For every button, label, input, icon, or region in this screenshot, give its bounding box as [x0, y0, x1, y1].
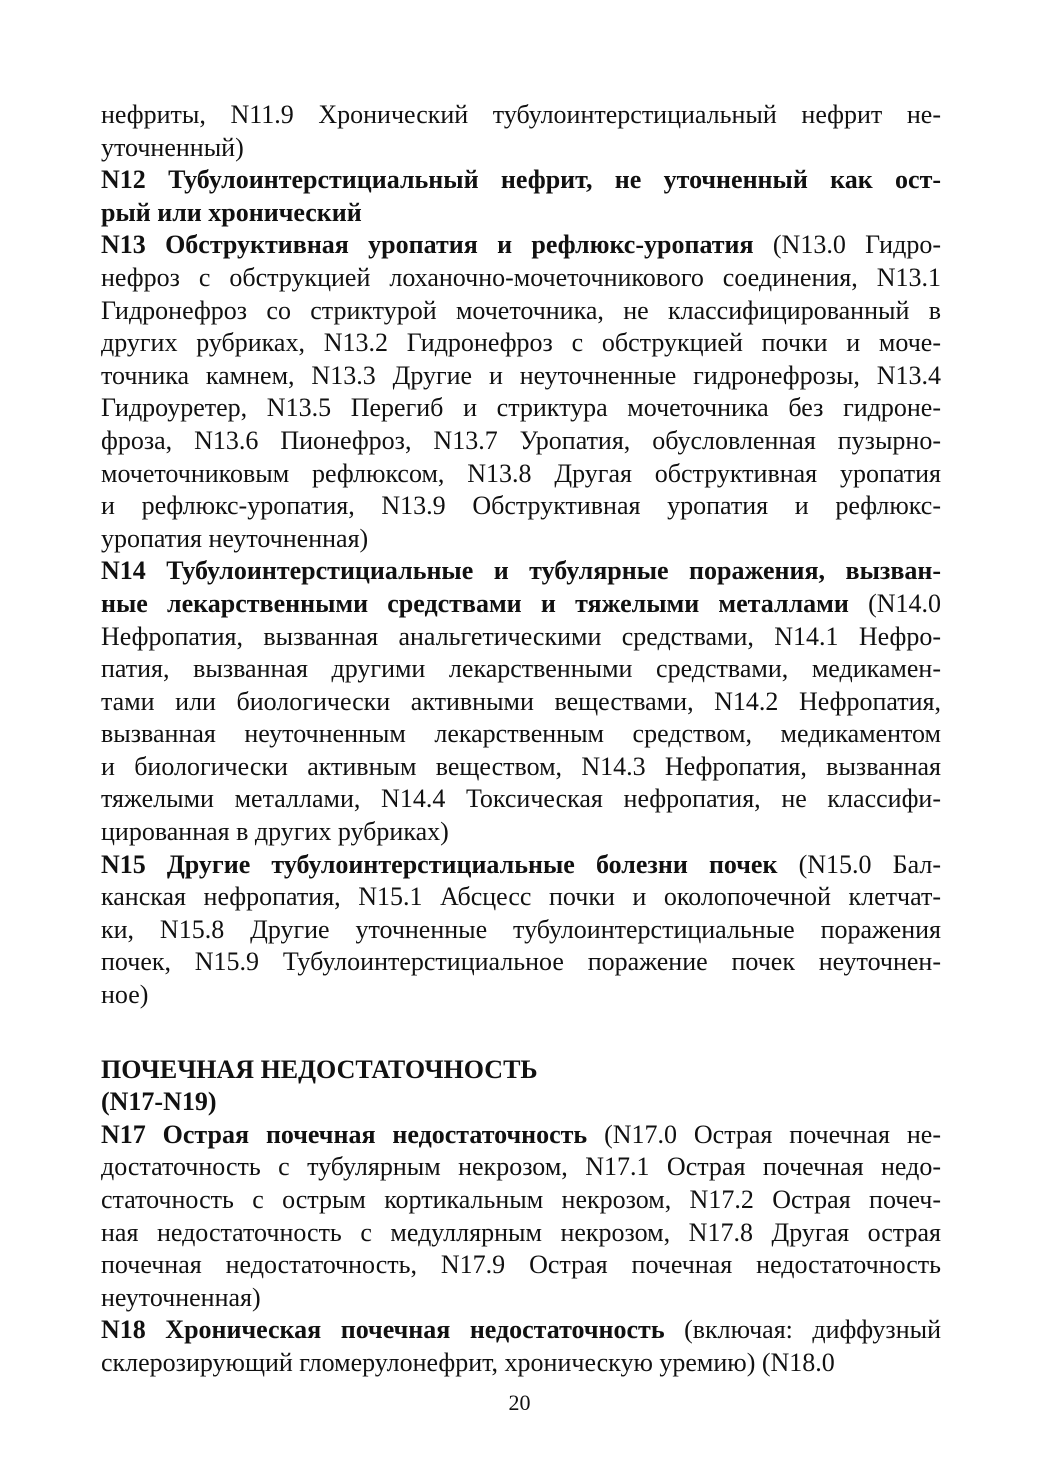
text-run: ки, N15.8 Другие уточненные тубулоинтерстициальные поражения	[101, 914, 941, 944]
text-run: нефроз с обструкцией лоханочно-мочеточникового соединения, N13.1	[101, 262, 941, 292]
text-run: фроза, N13.6 Пионефроз, N13.7 Уропатия, обусловленная пузырно-	[101, 425, 941, 455]
text-line	[101, 555, 941, 588]
text-run: и биологически активным веществом, N14.3 Нефропатия, вызванная	[101, 751, 941, 781]
text-line	[101, 523, 941, 556]
paragraph	[101, 1119, 941, 1315]
text-run: (N15.0 Бал-	[777, 849, 942, 879]
bold-term: ные лекарственными средствами и тяжелыми металлами	[101, 588, 849, 618]
text-line	[101, 1314, 941, 1347]
section-heading	[101, 1054, 941, 1119]
paragraph	[101, 99, 941, 164]
text-line	[101, 1217, 941, 1250]
text-run: нефриты, N11.9 Хронический тубулоинтерстициальный нефрит не-	[101, 100, 941, 129]
bold-term: N14 Тубулоинтерстициальные и тубулярные поражения, вызван-	[101, 556, 941, 586]
text-run: почек, N15.9 Тубулоинтерстициальное поражение почек неуточнен-	[101, 947, 941, 977]
text-run: склерозирующий гломерулонефрит, хроническую уремию) (N18.0	[101, 1347, 835, 1377]
bold-term: рый или хронический	[101, 197, 362, 227]
text-run: неуточненная)	[101, 1282, 261, 1312]
text-line	[101, 686, 941, 719]
text-line	[101, 1086, 941, 1119]
text-line	[101, 718, 941, 751]
paragraph	[101, 164, 941, 229]
bold-term: (N17-N19)	[101, 1087, 217, 1117]
text-line	[101, 653, 941, 686]
text-run: Гидроуретер, N13.5 Перегиб и стриктура мочеточника без гидроне-	[101, 393, 941, 423]
text-line	[101, 946, 941, 979]
bold-term: N15 Другие тубулоинтерстициальные болезни почек	[101, 849, 778, 879]
text-line	[101, 490, 941, 523]
text-run: и рефлюкс-уропатия, N13.9 Обструктивная уропатия и рефлюкс-	[101, 491, 941, 521]
paragraph	[101, 1314, 941, 1379]
text-run: мочеточниковым рефлюксом, N13.8 Другая обструктивная уропатия	[101, 458, 941, 488]
text-run: тяжелыми металлами, N14.4 Токсическая нефропатия, не классифи-	[101, 784, 941, 814]
text-run: уточненный)	[101, 132, 244, 162]
text-line	[101, 1249, 941, 1282]
bold-term: N17 Острая почечная недостаточность	[101, 1119, 588, 1149]
text-run: (N13.0 Гидро-	[753, 230, 941, 260]
text-line	[101, 1184, 941, 1217]
text-run: Гидронефроз со стриктурой мочеточника, не классифицированный в	[101, 295, 941, 325]
text-line	[101, 1119, 941, 1152]
text-line	[101, 229, 941, 262]
document-body	[101, 99, 941, 1380]
text-line	[101, 392, 941, 425]
text-line	[101, 360, 941, 393]
text-run: почечная недостаточность, N17.9 Острая почечная недостаточность	[101, 1250, 941, 1280]
text-run: цированная в других рубриках)	[101, 817, 449, 847]
text-run: (включая: диффузный	[664, 1315, 941, 1345]
text-run: точника камнем, N13.3 Другие и неуточненные гидронефрозы, N13.4	[101, 360, 941, 390]
text-line	[101, 849, 941, 882]
text-line	[101, 327, 941, 360]
text-run: ная недостаточность с медуллярным некрозом, N17.8 Другая острая	[101, 1217, 941, 1247]
text-line	[101, 751, 941, 784]
text-line	[101, 295, 941, 328]
text-run: вызванная неуточненным лекарственным средством, медикаментом	[101, 719, 941, 749]
text-line	[101, 197, 941, 230]
text-line	[101, 881, 941, 914]
text-line	[101, 1282, 941, 1315]
paragraph	[101, 555, 941, 848]
text-line	[101, 588, 941, 621]
text-line	[101, 914, 941, 947]
text-line	[101, 262, 941, 295]
bold-term: N13 Обструктивная уропатия и рефлюкс-уропатия	[101, 230, 754, 260]
paragraph	[101, 849, 941, 1012]
text-run: патия, вызванная другими лекарственными средствами, медикамен-	[101, 654, 941, 684]
text-line	[101, 164, 941, 197]
text-line	[101, 425, 941, 458]
text-run: (N17.0 Острая почечная не-	[587, 1119, 941, 1149]
paragraph	[101, 229, 941, 555]
text-run: достаточность с тубулярным некрозом, N17.1 Острая почечная недо-	[101, 1152, 941, 1182]
text-run: тами или биологически активными веществами, N14.2 Нефропатия,	[101, 686, 941, 716]
text-line	[101, 816, 941, 849]
text-line	[101, 979, 941, 1012]
text-line	[101, 783, 941, 816]
text-line	[101, 1054, 941, 1087]
text-run: ное)	[101, 980, 149, 1010]
text-line	[101, 1151, 941, 1184]
text-run: Нефропатия, вызванная анальгетическими средствами, N14.1 Нефро-	[101, 621, 941, 651]
text-line	[101, 458, 941, 491]
text-line	[101, 621, 941, 654]
text-run: (N14.0	[848, 588, 942, 618]
text-run: канская нефропатия, N15.1 Абсцесс почки и околопочечной клетчат-	[101, 882, 941, 912]
page-number: 20	[508, 1390, 531, 1415]
text-run: статочность с острым кортикальным некрозом, N17.2 Острая почеч-	[101, 1185, 941, 1214]
text-run: уропатия неуточненная)	[101, 523, 369, 553]
bold-term: N12 Тубулоинтерстициальный нефрит, не уточненный как ост-	[101, 165, 941, 195]
text-line	[101, 99, 941, 132]
section-spacer	[101, 1012, 941, 1054]
text-line	[101, 132, 941, 165]
text-run: других рубриках, N13.2 Гидронефроз с обструкцией почки и моче-	[101, 328, 941, 358]
bold-term: N18 Хроническая почечная недостаточность	[101, 1315, 665, 1345]
text-line	[101, 1347, 941, 1380]
bold-term: ПОЧЕЧНАЯ НЕДОСТАТОЧНОСТЬ	[101, 1054, 538, 1084]
